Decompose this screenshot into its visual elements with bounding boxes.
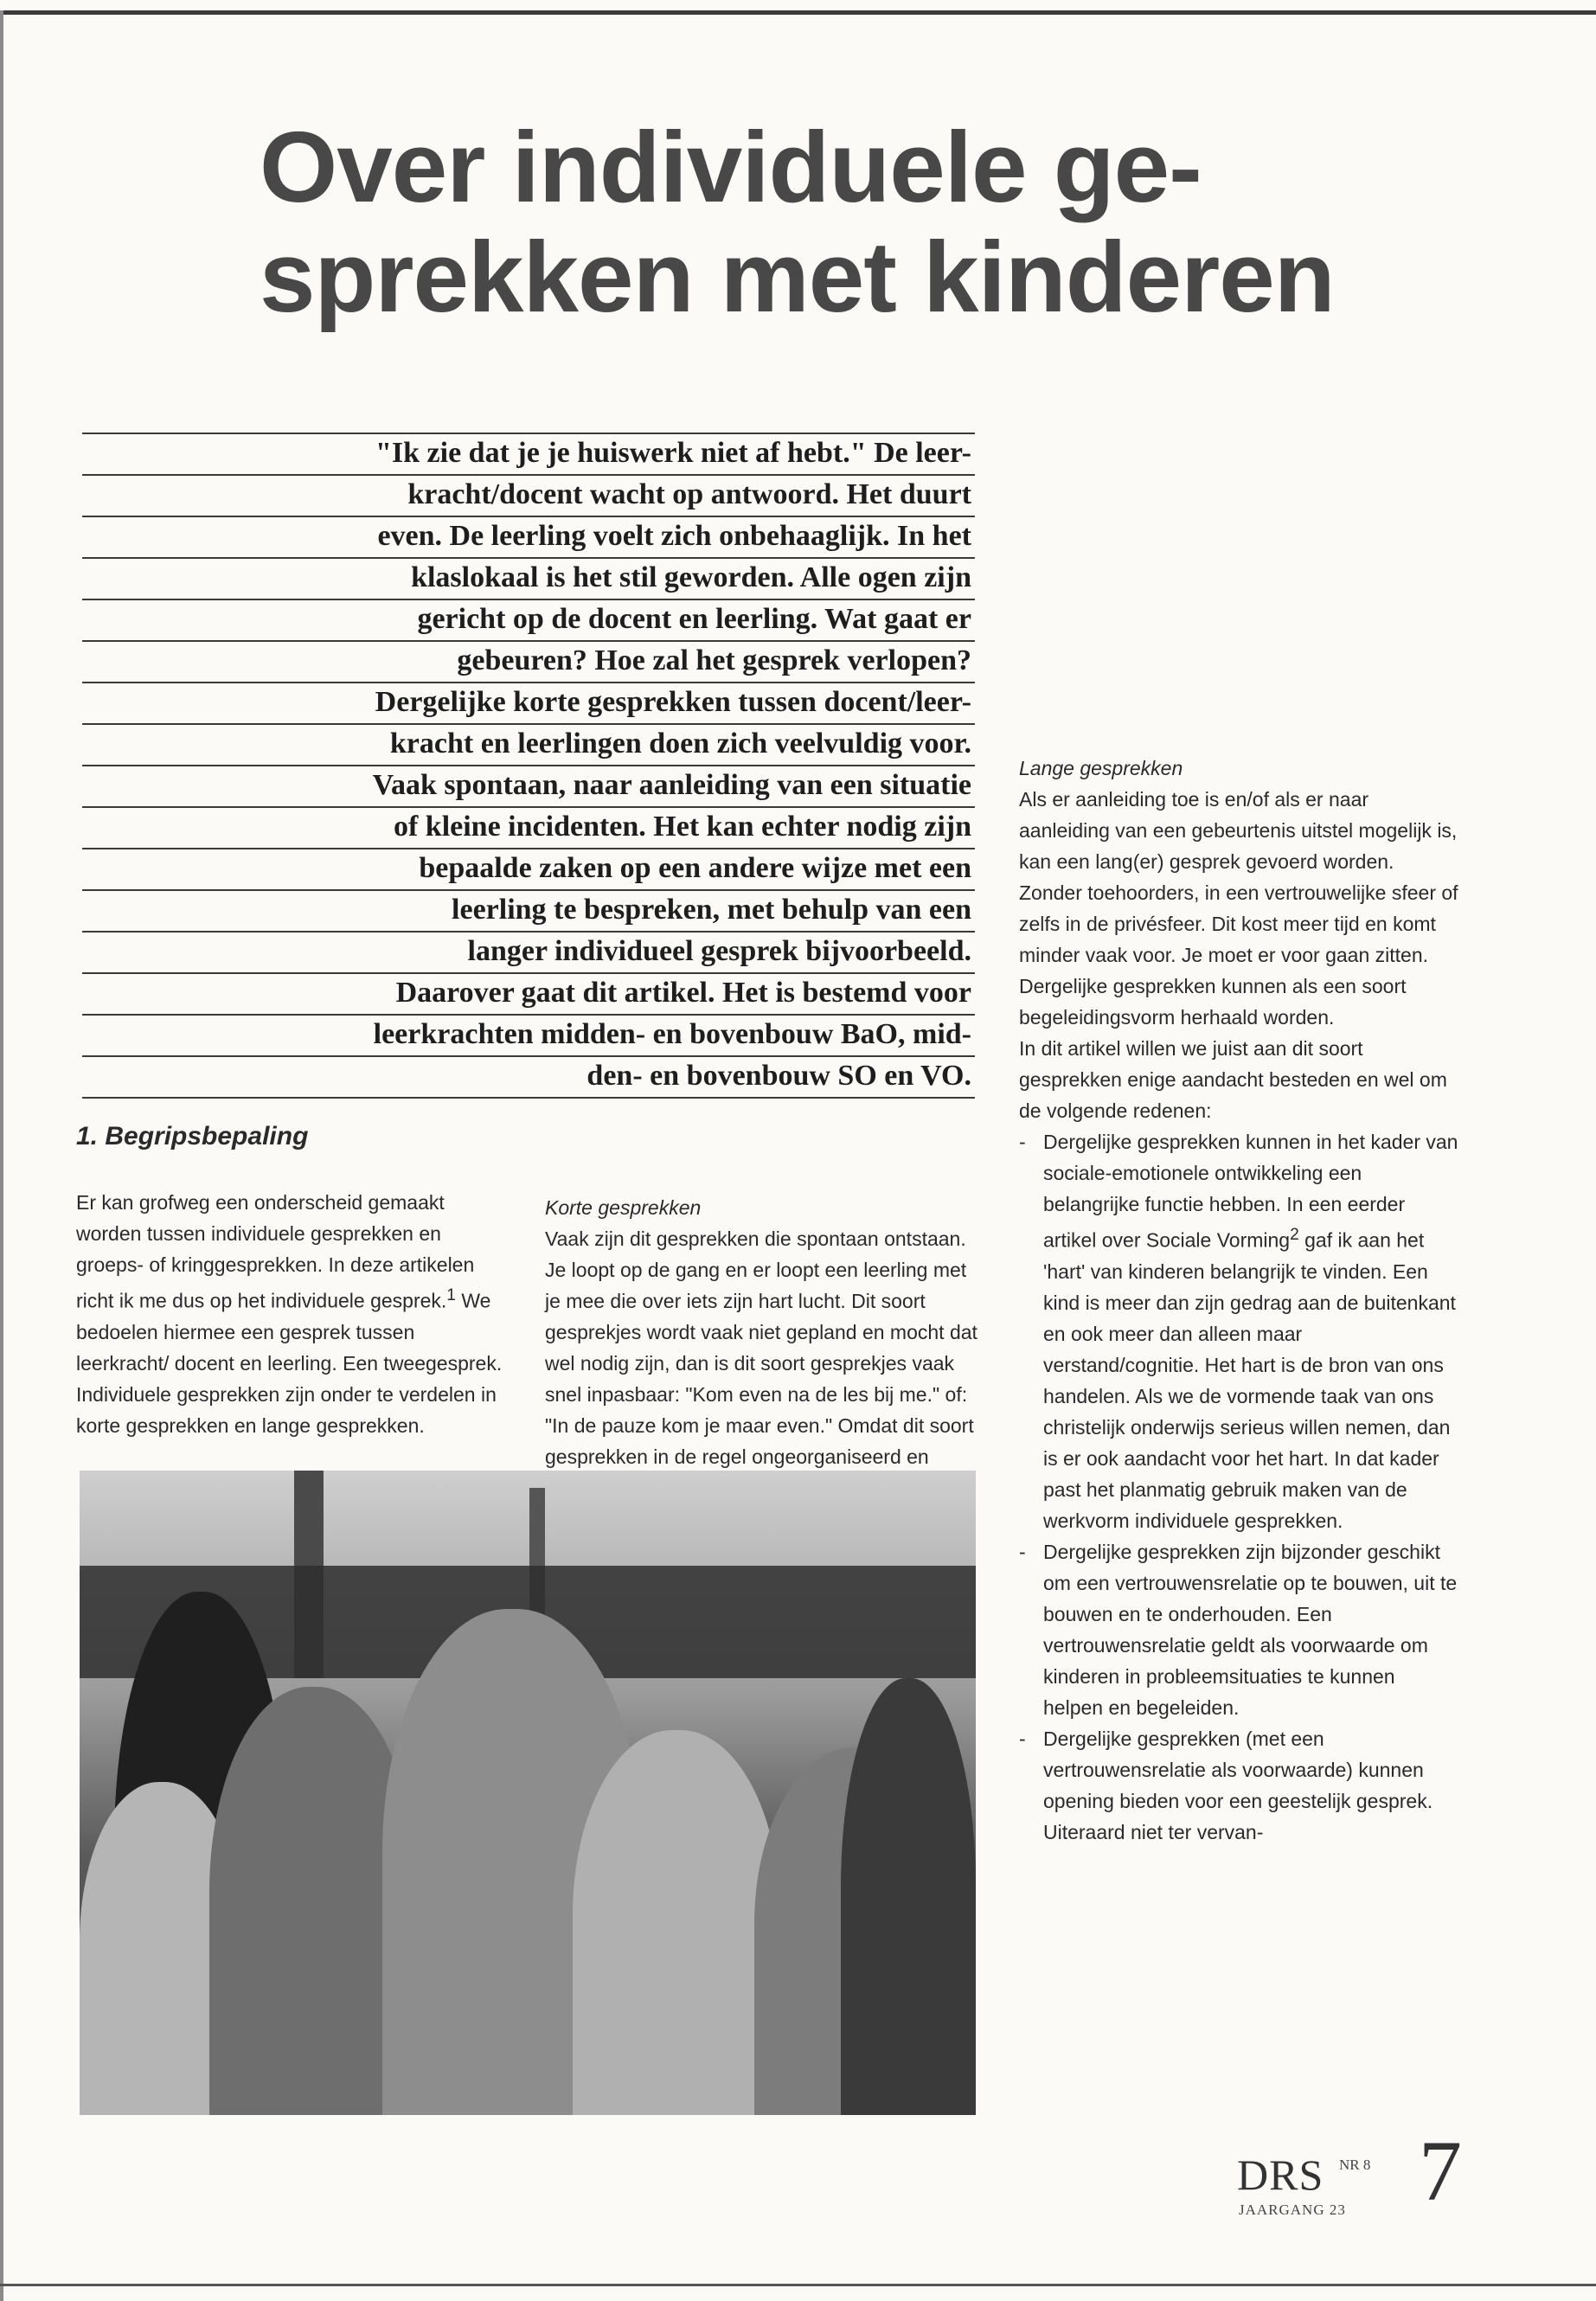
intro-line: klaslokaal is het stil geworden. Alle ogen zijn [82, 557, 975, 599]
section-heading: 1. Begripsbepaling [76, 1122, 309, 1150]
column-3 [1019, 441, 1460, 1848]
definition-paragraph [76, 1187, 509, 1441]
title-line: sprekken met kinderen [260, 221, 1335, 333]
reason-text-b: gaf ik aan het 'hart' van kinderen belangrijk te vinden. Een kind is meer dan zijn gedrag aan de buitenkant en ook meer dan alleen maar verstand/cognitie. Het hart is de bron van ons handelen. Als we de vormende taak van ons christelijk onderwijs serieus willen nemen, dan is er ook aandacht voor het hart. In dat kader past het planmatig gebruik maken van de werkvorm individuele gesprekken. [1043, 1228, 1456, 1532]
long-talks-paragraph: Als er aanleiding toe is en/of als er naar aanleiding van een gebeurtenis uitstel mogelijk is, kan een lang(er) gesprek gevoerd worden. Zonder toehoorders, in een vertrouwelijke sfeer of zelfs in de privésfeer. Dit kost meer tijd en komt minder vaak voor. Je moet er voor gaan zitten. [1019, 788, 1458, 966]
reason-item [1019, 1126, 1460, 1536]
magazine-logo: DRS [1237, 2150, 1324, 2199]
intro-line: kracht en leerlingen doen zich veelvuldig voor. [82, 723, 975, 765]
volume-label: JAARGANG 23 [1239, 2202, 1346, 2218]
intro-line: leerkrachten midden- en bovenbouw BaO, mid- [82, 1014, 975, 1055]
reasons-list [1019, 1126, 1460, 1848]
repeat-paragraph: Dergelijke gesprekken kunnen als een soort begeleidingsvorm herhaald worden. [1019, 975, 1407, 1029]
reason-text-a: Dergelijke gesprekken kunnen in het kader van sociale-emotionele ontwikkeling een belangrijke functie hebben. In een eerder artikel over Sociale Vorming [1043, 1131, 1458, 1252]
intro-line: gericht op de docent en leerling. Wat gaat er [82, 599, 975, 640]
intro-line: langer individueel gesprek bijvoorbeeld. [82, 931, 975, 972]
long-talks-heading: Lange gesprekken [1019, 757, 1183, 779]
intro-line: kracht/docent wacht op antwoord. Het duurt [82, 474, 975, 516]
intro-line: gebeuren? Hoe zal het gesprek verlopen? [82, 640, 975, 682]
intro-line: Vaak spontaan, naar aanleiding van een situatie [82, 765, 975, 806]
bullet-dash: - [1019, 1131, 1026, 1153]
intro-line: leerling te bespreken, met behulp van een [82, 889, 975, 931]
page-edge-top [0, 10, 1596, 15]
reasons-paragraph: In dit artikel willen we juist aan dit soort gesprekken enige aandacht besteden en wel om de volgende redenen: [1019, 1037, 1447, 1122]
reason-item [1019, 1723, 1460, 1848]
page-edge-left [0, 10, 3, 2301]
photo-person [841, 1678, 976, 2115]
column-1 [76, 1119, 509, 1441]
magazine-footer [1237, 2150, 1371, 2218]
photo-students-outdoors [80, 1471, 976, 2115]
definition-text-b: We bedoelen hiermee een gesprek tussen leerkracht/ docent en leerling. Een tweegesprek. Individuele gesprekken zijn onder te verdelen in korte gesprekken en lange gesprekken. [76, 1289, 503, 1437]
reason-item [1019, 1536, 1460, 1723]
photo-person [573, 1730, 780, 2115]
footnote-ref-2: 2 [1290, 1226, 1299, 1244]
title-line: Over individuele ge- [260, 111, 1202, 223]
intro-line: of kleine incidenten. Het kan echter nodig zijn [82, 806, 975, 848]
intro-line: bepaalde zaken op een andere wijze met een [82, 848, 975, 889]
page-number: 7 [1419, 2123, 1462, 2219]
intro-line: even. De leerling voelt zich onbehaaglijk. In het [82, 516, 975, 557]
issue-number: NR 8 [1339, 2157, 1371, 2173]
intro-line: "Ik zie dat je je huiswerk niet af hebt." De leer- [82, 433, 975, 474]
intro-line: Daarover gaat dit artikel. Het is bestemd voor [82, 972, 975, 1014]
short-talks-paragraph: Vaak zijn dit gesprekken die spontaan ontstaan. Je loopt op de gang en er loopt een leerling met je mee die over iets zijn hart lucht. Dit soort gesprekjes wordt vaak niet gepland en mocht dat wel nodig zijn, dan is dit soort gesprekjes vaak snel inpasbaar: "Kom even na de les bij me." of: "In de pauze kom je maar even." Omdat dit soort gesprekken in de regel ongeorganiseerd en [545, 1227, 977, 1468]
article-title [260, 112, 1514, 332]
footnote-ref-1: 1 [446, 1286, 456, 1304]
bullet-dash: - [1019, 1727, 1026, 1750]
short-talks-heading: Korte gesprekken [545, 1196, 702, 1219]
reason-text: Dergelijke gesprekken (met een vertrouwensrelatie als voorwaarde) kunnen opening bieden voor een geestelijk gesprek. Uiteraard niet ter vervan- [1043, 1727, 1433, 1843]
intro-line: den- en bovenbouw SO en VO. [82, 1055, 975, 1099]
bullet-dash: - [1019, 1540, 1026, 1563]
page-edge-bottom [0, 2284, 1596, 2286]
definition-text-a: Er kan grofweg een onderscheid gemaakt worden tussen individuele gesprekken en groeps- of kringgesprekken. In deze artikelen richt ik me dus op het individuele gesprek. [76, 1191, 475, 1312]
intro-line: Dergelijke korte gesprekken tussen docent/leer- [82, 682, 975, 723]
intro-lead [82, 433, 975, 1099]
reason-text: Dergelijke gesprekken zijn bijzonder geschikt om een vertrouwensrelatie op te bouwen, uit te bouwen en te onderhouden. Een vertrouwensrelatie geldt als voorwaarde om kinderen in probleemsituaties te kunnen helpen en begeleiden. [1043, 1540, 1458, 1719]
